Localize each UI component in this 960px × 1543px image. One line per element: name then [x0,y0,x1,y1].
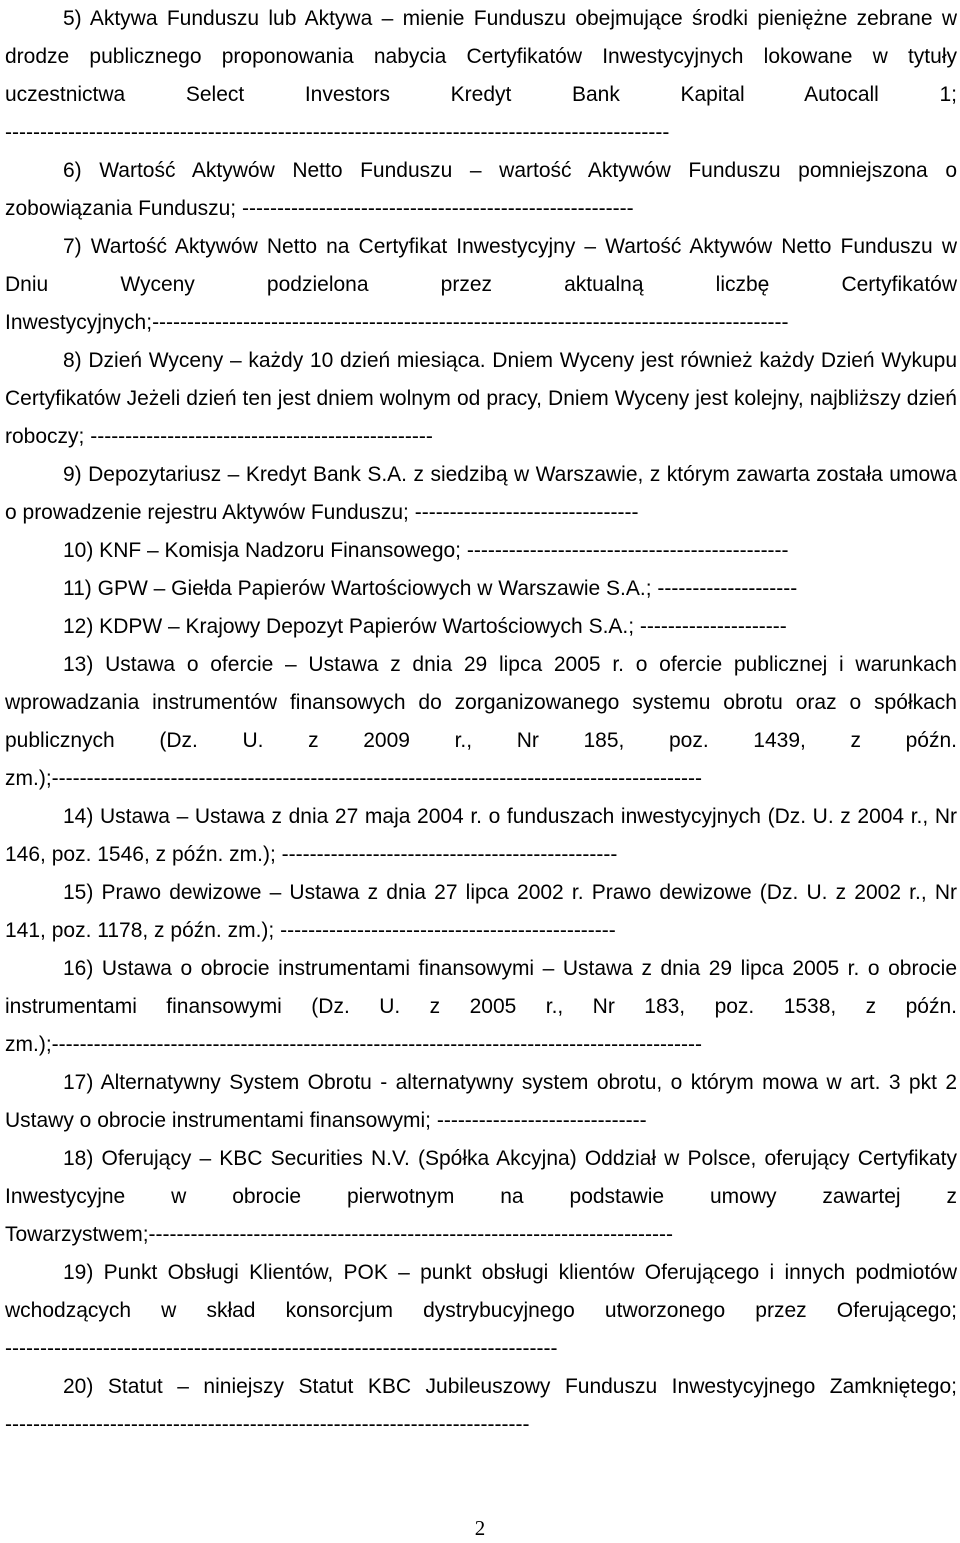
definition-item [5,532,957,570]
page-number: 2 [474,1516,486,1540]
definition-text: 13) Ustawa o ofercie – Ustawa z dnia 29 lipca 2005 r. o ofercie publicznej i warunkach wprowadzania instrumentów finansowych do zorganizowanego systemu obrotu oraz o spółkach publicznych (Dz. U. z 2009 r., Nr 185, poz. 1439, z późn. zm.); [5,653,957,790]
dash-filler: --------------------------------------------------------------------------- [148,1223,674,1246]
definition-item [5,1254,957,1368]
definition-text: 18) Oferujący – KBC Securities N.V. (Spółka Akcyjna) Oddział w Polsce, oferujący Certyfikaty Inwestycyjne w obrocie pierwotnym na podstawie umowy zawartej z Towarzystwem; [5,1147,957,1246]
dash-filler: ------------------------------ [431,1109,647,1132]
definition-item [5,1368,957,1444]
dash-filler: ------------------------------------------------- [84,425,433,448]
definition-text: 5) Aktywa Funduszu lub Aktywa – mienie Funduszu obejmujące środki pieniężne zebrane w drodze publicznego proponowania nabycia Certyfikatów Inwestycyjnych lokowane w tytuły uczestnictwa Select Investors Kredyt Bank Kapital Autocall 1; [5,7,957,106]
dash-filler: ------------------------------------------------------------------------------- [5,1337,558,1360]
definitions-list [5,0,957,1444]
definition-item [5,228,957,342]
dash-filler: ------------------------------------------------ [274,919,616,942]
dash-filler: --------------------------------------------------------------------------------------------- [51,1033,703,1056]
definition-item [5,1140,957,1254]
definition-text: 20) Statut – niniejszy Statut KBC Jubileuszowy Funduszu Inwestycyjnego Zamkniętego; [63,1375,957,1398]
definition-text: 16) Ustawa o obrocie instrumentami finansowymi – Ustawa z dnia 29 lipca 2005 r. o obrocie instrumentami finansowymi (Dz. U. z 2005 r., Nr 183, poz. 1538, z późn. zm.); [5,957,957,1056]
definition-text: 8) Dzień Wyceny – każdy 10 dzień miesiąca. Dniem Wyceny jest również każdy Dzień Wykupu Certyfikatów Jeżeli dzień ten jest dniem wolnym od pracy, Dniem Wyceny jest kolejny, najbliższy dzień roboczy; [5,349,957,448]
definition-text: 11) GPW – Giełda Papierów Wartościowych w Warszawie S.A.; [63,577,652,600]
dash-filler: -------------------------------------------------------- [236,197,634,220]
definition-text: 12) KDPW – Krajowy Depozyt Papierów Wartościowych S.A.; [63,615,635,638]
definition-text: 19) Punkt Obsługi Klientów, POK – punkt obsługi klientów Oferującego i innych podmiotów wchodzących w skład konsorcjum dystrybucyjnego utworzonego przez Oferującego; [5,1261,957,1322]
definition-text: 7) Wartość Aktywów Netto na Certyfikat Inwestycyjny – Wartość Aktywów Netto Funduszu w Dniu Wyceny podzielona przez aktualną liczbę Certyfikatów Inwestycyjnych; [5,235,957,334]
dash-filler: ----------------------------------------------------------------------------------------------- [5,121,670,144]
definition-text: 10) KNF – Komisja Nadzoru Finansowego; [63,539,462,562]
dash-filler: --------------------------------------------------------------------------- [5,1413,530,1436]
definition-item [5,0,957,152]
definition-text: 17) Alternatywny System Obrotu - alternatywny system obrotu, o którym mowa w art. 3 pkt 2 Ustawy o obrocie instrumentami finansowymi; [5,1071,957,1132]
dash-filler: --------------------------------------------------------------------------------------------- [51,767,703,790]
dash-filler: -------------------------------- [408,501,639,524]
definition-text: 14) Ustawa – Ustawa z dnia 27 maja 2004 r. o funduszach inwestycyjnych (Dz. U. z 2004 r., Nr 146, poz. 1546, z późn. zm.); [5,805,957,866]
definition-item [5,646,957,798]
definition-item [5,456,957,532]
definition-text: 15) Prawo dewizowe – Ustawa z dnia 27 lipca 2002 r. Prawo dewizowe (Dz. U. z 2002 r., Nr 141, poz. 1178, z późn. zm.); [5,881,957,942]
dash-filler: ---------------------------------------------- [461,539,789,562]
definition-item [5,1064,957,1140]
definition-text: 9) Depozytariusz – Kredyt Bank S.A. z siedzibą w Warszawie, z którym zawarta została umowa o prowadzenie rejestru Aktywów Funduszu; [5,463,957,524]
definition-item [5,798,957,874]
definition-item [5,570,957,608]
definition-text: 6) Wartość Aktywów Netto Funduszu – wartość Aktywów Funduszu pomniejszona o zobowiązania Funduszu; [5,159,957,220]
dash-filler: ------------------------------------------------------------------------------------------- [152,311,789,334]
dash-filler: ------------------------------------------------ [275,843,618,866]
definition-item [5,342,957,456]
definition-item [5,950,957,1064]
dash-filler: -------------------- [651,577,798,600]
definition-item [5,152,957,228]
definition-item [5,608,957,646]
definition-item [5,874,957,950]
dash-filler: --------------------- [634,615,787,638]
